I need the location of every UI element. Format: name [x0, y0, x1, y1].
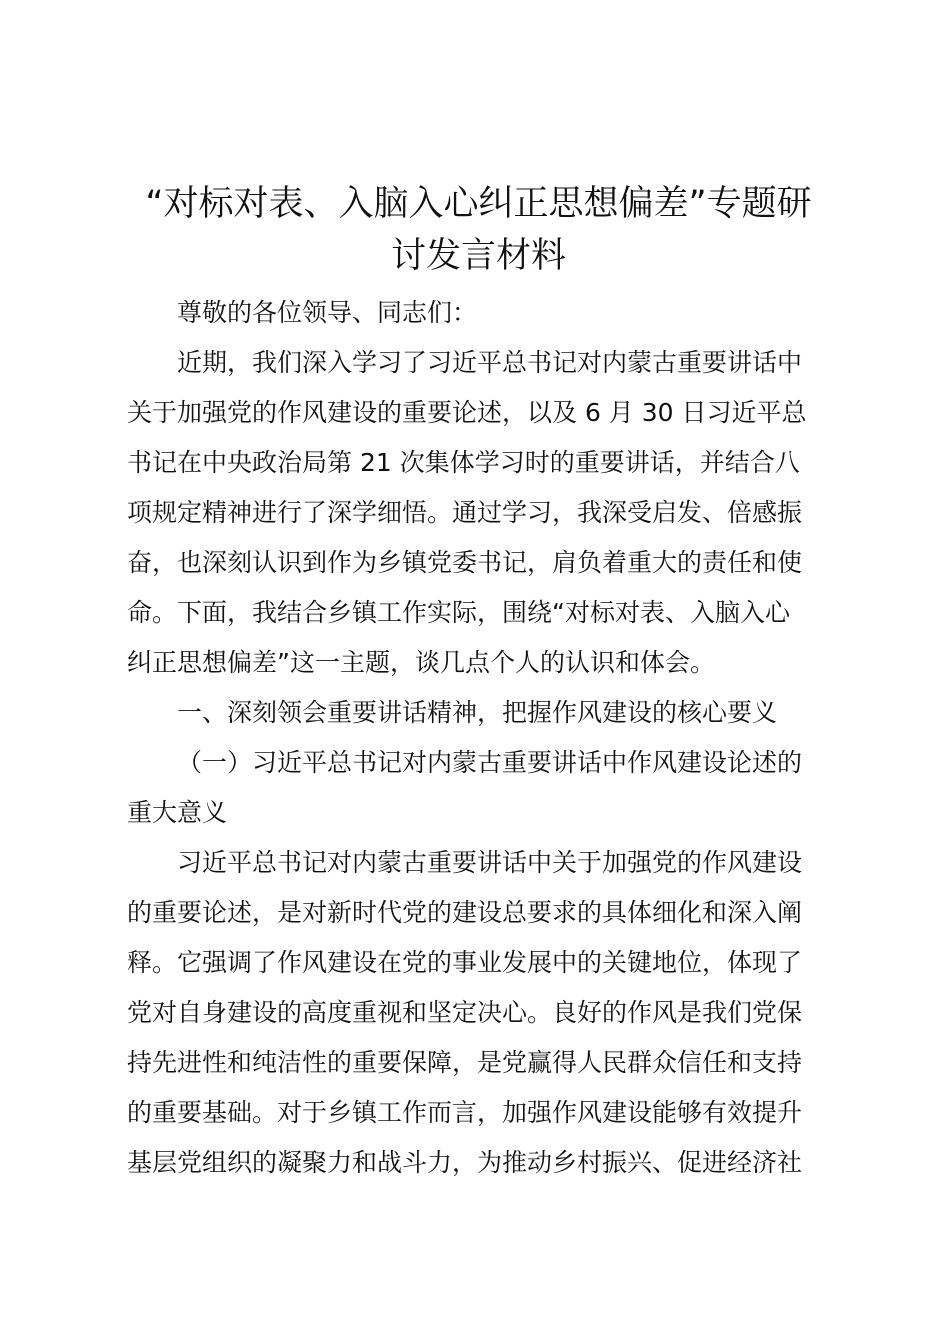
body-line: 的重要基础。对于乡镇工作而言，加强作风建设能够有效提升 — [127, 1098, 803, 1127]
intro-paragraph — [127, 338, 830, 688]
title-line-1: “对标对表、入脑入心纠正思想偏差”专题研 — [145, 184, 812, 224]
body-line: 基层党组织的凝聚力和战斗力，为推动乡村振兴、促进经济社 — [127, 1148, 803, 1177]
intro-line: 书记在中央政治局第 21 次集体学习时的重要讲话，并结合八 — [127, 448, 800, 477]
body-line: 持先进性和纯洁性的重要保障，是党赢得人民群众信任和支持 — [127, 1048, 803, 1077]
document-title — [127, 178, 830, 282]
title-line-2: 讨发言材料 — [390, 236, 566, 276]
greeting: 尊敬的各位领导、同志们： — [177, 298, 478, 327]
intro-line: 近期，我们深入学习了习近平总书记对内蒙古重要讲话中 — [177, 348, 803, 377]
intro-line: 项规定精神进行了深学细悟。通过学习，我深受启发、倍感振 — [127, 498, 803, 527]
subsection-heading-line: 重大意义 — [127, 798, 228, 827]
body-line: 党对自身建设的高度重视和坚定决心。良好的作风是我们党保 — [127, 998, 803, 1027]
body-paragraph — [127, 838, 830, 1188]
body-line: 的重要论述，是对新时代党的建设总要求的具体细化和深入阐 — [127, 898, 803, 927]
intro-line: 关于加强党的作风建设的重要论述，以及 6 月 30 日习近平总 — [127, 398, 807, 427]
section-heading-1: 一、深刻领会重要讲话精神，把握作风建设的核心要义 — [177, 698, 778, 727]
subsection-heading-line: （一）习近平总书记对内蒙古重要讲话中作风建设论述的 — [177, 748, 803, 777]
intro-line: 命。下面，我结合乡镇工作实际，围绕“对标对表、入脑入心 — [127, 598, 790, 627]
document-page — [127, 178, 830, 1188]
intro-line: 纠正思想偏差”这一主题，谈几点个人的认识和体会。 — [127, 648, 715, 677]
subsection-heading-1 — [127, 738, 830, 838]
body-line: 释。它强调了作风建设在党的事业发展中的关键地位，体现了 — [127, 948, 803, 977]
intro-line: 奋，也深刻认识到作为乡镇党委书记，肩负着重大的责任和使 — [127, 548, 803, 577]
body-line: 习近平总书记对内蒙古重要讲话中关于加强党的作风建设 — [177, 848, 803, 877]
